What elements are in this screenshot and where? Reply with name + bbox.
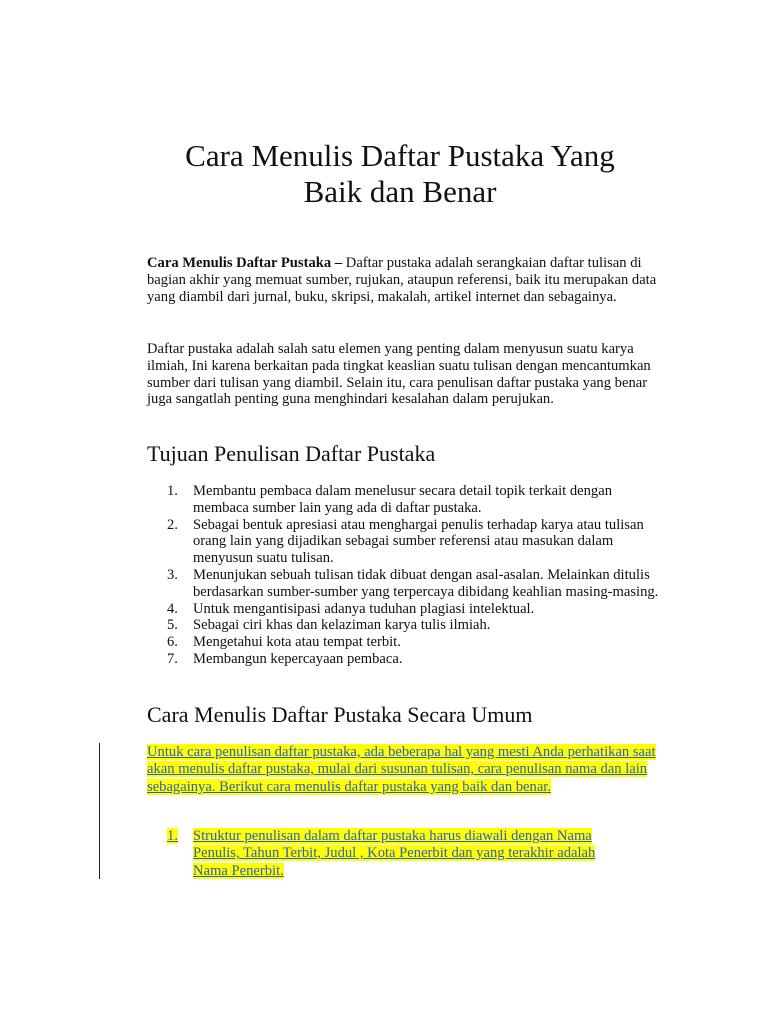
list-item-number: 2. (167, 516, 178, 533)
list-item-text: Sebagai ciri khas dan kelaziman karya tulis ilmiah. (193, 617, 491, 634)
paragraph-2: Daftar pustaka adalah salah satu elemen yang penting dalam menyusun suatu karya ilmiah, Ini karena berkaitan pada tingkat keaslian suatu tulisan dengan mencantumkan sumber dari tulisan yang diambil. Selain itu, cara penulisan daftar pustaka yang benar juga sangatlah penting guna menghindari kesalahan dalam perujukan. (147, 341, 651, 408)
highlighted-paragraph (147, 744, 667, 796)
intro-paragraph (147, 255, 667, 305)
list-item-number: 6. (167, 634, 178, 651)
highlighted-list-item (193, 828, 633, 880)
page-title (120, 138, 680, 210)
list-item-text: Menunjukan sebuah tulisan tidak dibuat dengan asal-asalan. Melainkan ditulis berdasarkan sumber-sumber yang terpercaya dibidang keahlian masing-masing. (193, 566, 659, 600)
list-item-text: Sebagai bentuk apresiasi atau menghargai penulis terhadap karya atau tulisan orang lain yang dijadikan sebagai sumber referensi atau masukan dalam menyusun suatu tulisan. (193, 516, 644, 567)
list-item (147, 617, 667, 634)
list-item-text: Mengetahui kota atau tempat terbit. (193, 634, 401, 651)
list-item (147, 517, 667, 567)
highlighted-item-number: 1. (167, 828, 178, 844)
list-item (147, 601, 667, 618)
highlighted-list-item-text: Struktur penulisan dalam daftar pustaka harus diawali dengan Nama Penulis, Tahun Terbit, Judul , Kota Penerbit dan yang terakhir adalah Nama Penerbit. (193, 828, 596, 879)
revision-change-bar (99, 743, 100, 879)
list-item-text: Membangun kepercayaan pembaca. (193, 650, 403, 667)
tujuan-list (147, 483, 667, 668)
highlighted-paragraph-text: Untuk cara penulisan daftar pustaka, ada beberapa hal yang mesti Anda perhatikan saat akan menulis daftar pustaka, mulai dari susunan tulisan, cara penulisan nama dan lain sebagainya. Berikut cara menulis daftar pustaka yang baik dan benar. (147, 744, 656, 795)
list-item-number: 1. (167, 483, 178, 499)
list-item (147, 651, 667, 668)
list-item (147, 483, 667, 517)
intro-text: Daftar pustaka adalah serangkaian daftar tulisan di bagian akhir yang memuat sumber, rujukan, ataupun referensi, baik itu merupakan data yang diambil dari jurnal, buku, skripsi, makalah, artikel internet dan sebagainya. (147, 255, 657, 305)
list-item-number: 5. (167, 617, 178, 634)
list-item (147, 567, 667, 601)
intro-lead: Cara Menulis Daftar Pustaka – (147, 255, 343, 271)
section-heading-cara-umum: Cara Menulis Daftar Pustaka Secara Umum (147, 702, 533, 727)
list-item (147, 634, 667, 651)
list-item-text: Membantu pembaca dalam menelusur secara detail topik terkait dengan membaca sumber lain yang ada di daftar pustaka. (193, 483, 613, 516)
list-item-number: 4. (167, 600, 178, 617)
section-heading-tujuan: Tujuan Penulisan Daftar Pustaka (147, 441, 436, 466)
title-line-1: Cara Menulis Daftar Pustaka Yang (185, 138, 615, 173)
title-line-2: Baik dan Benar (303, 174, 497, 209)
list-item-number: 3. (167, 566, 178, 583)
list-item-text: Untuk mengantisipasi adanya tuduhan plagiasi intelektual. (193, 600, 535, 617)
list-item-number: 7. (167, 650, 178, 667)
